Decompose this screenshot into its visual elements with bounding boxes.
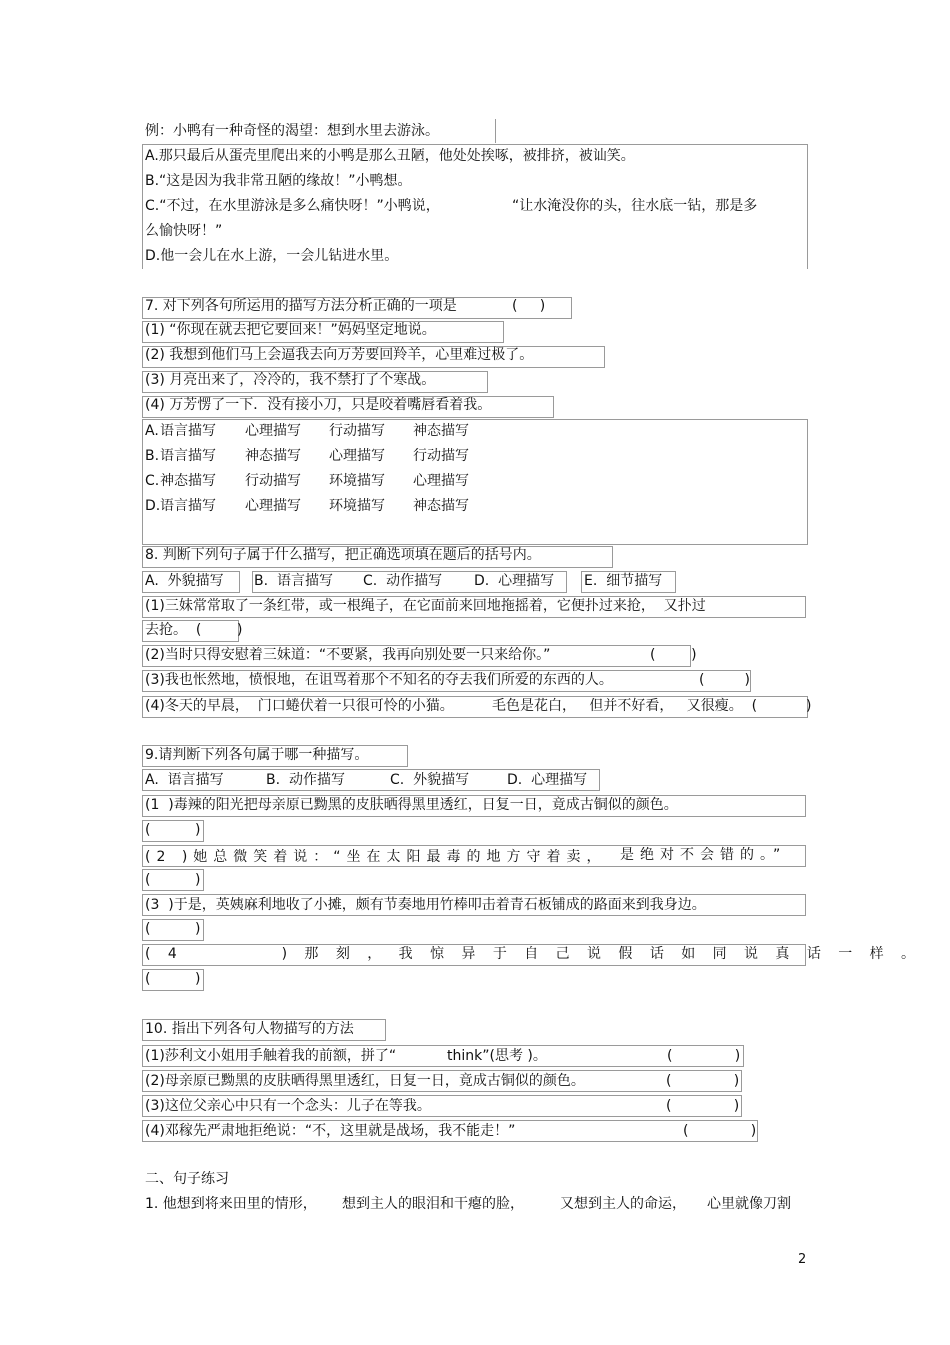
q8-sentence-2: (2)当时只得安慰着三妹道：“不要紧，我再向别处要一只来给你。” [145, 647, 551, 663]
q8-sentence-1-end: 去抢。 ( ) [145, 622, 243, 638]
section-heading: 二、句子练习 [145, 1171, 229, 1187]
q9-sentence-3: (3 )于是，英姨麻利地收了小摊，颇有节奏地用竹棒叩击着青石板铺成的路面来到我身边。 [145, 897, 706, 913]
box-line [495, 119, 496, 143]
q6-option-b: B.“这是因为我非常丑陋的缘故！”小鸭想。 [145, 173, 412, 189]
s2-sentence-1-part-2: 想到主人的眼泪和干瘪的脸， [342, 1196, 524, 1212]
option-item: 神态描写 [413, 423, 469, 439]
q10-blank-1: ( ) [667, 1048, 741, 1064]
q10-title: 10. 指出下列各句人物描写的方法 [145, 1021, 354, 1037]
option-item: 语言描写 [160, 498, 216, 514]
q9-sentence-4: (4 )那刻，我惊异于自己说假话如同说真话一样。 [145, 946, 933, 962]
q9-blank-1: ( ) [145, 822, 201, 838]
option-letter: C. [145, 473, 160, 489]
q9-sentence-1: (1 )毒辣的阳光把母亲原已黝黑的皮肤晒得黑里透红，日复一日，竟成古铜似的颜色。 [145, 797, 678, 813]
q8-blank-3: ( ) [699, 672, 750, 688]
q8-option-a: A. 外貌描写 [145, 573, 224, 589]
q10-sentence-3: (3)这位父亲心中只有一个念头：儿子在等我。 [145, 1098, 431, 1114]
option-item: 心理描写 [413, 473, 469, 489]
q8-sentence-3: (3)我也怅然地，愤恨地，在诅骂着那个不知名的夺去我们所爱的东西的人。 [145, 672, 613, 688]
q9-option-c: C. 外貌描写 [390, 772, 470, 788]
q9-blank-2: ( ) [145, 872, 201, 888]
option-item: 环境描写 [329, 473, 385, 489]
option-letter: B. [145, 448, 160, 464]
option-item: 行动描写 [329, 423, 385, 439]
option-item: 神态描写 [413, 498, 469, 514]
q8-sentence-4-end: 毛色是花白， 但并不好看， 又很瘦。 ( ) [492, 698, 812, 714]
q9-option-a: A. 语言描写 [145, 772, 224, 788]
q9-title: 9.请判断下列各句属于哪一种描写。 [145, 747, 369, 763]
q8-option-b: B. 语言描写 [254, 573, 333, 589]
option-letter: D. [145, 498, 161, 514]
options-box [142, 419, 808, 545]
q10-sentence-1-end: think”(思考 )。 [447, 1048, 547, 1064]
q7-sentence-4: (4) 万芳愣了一下．没有接小刀，只是咬着嘴唇看着我。 [145, 397, 492, 413]
q10-blank-4: ( ) [683, 1123, 757, 1139]
s2-sentence-1-part-3: 又想到主人的命运， [560, 1196, 686, 1212]
q8-option-c: C. 动作描写 [363, 573, 443, 589]
option-item: 语言描写 [160, 423, 216, 439]
q9-option-d: D. 心理描写 [507, 772, 588, 788]
q10-sentence-1: (1)莎利文小姐用手触着我的前额，拼了“ [145, 1048, 397, 1064]
q8-blank-2: ( ) [650, 647, 697, 663]
q10-sentence-2: (2)母亲原已黝黑的皮肤晒得黑里透红，日复一日，竟成古铜似的颜色。 [145, 1073, 585, 1089]
option-item: 神态描写 [160, 473, 216, 489]
q6-option-d: D.他一会儿在水上游，一会儿钻进水里。 [145, 248, 399, 264]
q7-sentence-1: (1) “你现在就去把它要回来！”妈妈坚定地说。 [145, 322, 436, 338]
option-item: 行动描写 [245, 473, 301, 489]
s2-sentence-1-part-4: 心里就像刀割 [707, 1196, 791, 1212]
q7-sentence-3: (3) 月亮出来了，冷冷的，我不禁打了个寒战。 [145, 372, 436, 388]
q9-blank-3: ( ) [145, 921, 201, 937]
q7-answer-paren: ( ) [512, 298, 546, 314]
q10-blank-3: ( ) [666, 1098, 740, 1114]
option-letter: A. [145, 423, 159, 439]
q10-sentence-4: (4)邓稼先严肃地拒绝说：“不，这里就是战场，我不能走！” [145, 1123, 516, 1139]
option-item: 心理描写 [245, 498, 301, 514]
s2-sentence-1-part-1: 1. 他想到将来田里的情形， [145, 1196, 317, 1212]
option-item: 心理描写 [329, 448, 385, 464]
q9-sentence-2-end: 是绝对不会错的。” [620, 847, 787, 863]
q8-option-e: E. 细节描写 [584, 573, 663, 589]
q9-sentence-2 [145, 846, 607, 866]
q9-option-b: B. 动作描写 [266, 772, 345, 788]
q7-sentence-2: (2) 我想到他们马上会逼我去向万芳要回羚羊，心里难过极了。 [145, 347, 534, 363]
q10-blank-2: ( ) [666, 1073, 740, 1089]
q8-title: 8. 判断下列句子属于什么描写，把正确选项填在题后的括号内。 [145, 547, 541, 563]
q8-sentence-4: (4)冬天的早晨， 门口蜷伏着一只很可怜的小猫。 [145, 698, 454, 714]
q7-title: 7. 对下列各句所运用的描写方法分析正确的一项是 [145, 298, 457, 314]
option-item: 行动描写 [413, 448, 469, 464]
page-number: 2 [798, 1252, 807, 1267]
q6-option-c-end: 么愉快呀！” [145, 223, 223, 239]
q9-blank-4: ( ) [145, 971, 201, 987]
option-item: 心理描写 [245, 423, 301, 439]
q6-option-a: A.那只最后从蛋壳里爬出来的小鸭是那么丑陋，他处处挨啄，被排挤，被讪笑。 [145, 148, 635, 164]
q8-option-d: D. 心理描写 [474, 573, 555, 589]
q6-option-c: C.“不过，在水里游泳是多么痛快呀！”小鸭说， [145, 198, 440, 214]
q8-sentence-1: (1)三妹常常取了一条红带，或一根绳子，在它面前来回地拖摇着，它便扑过来抢， 又扑过 [145, 598, 706, 614]
q6-example: 例：小鸭有一种奇怪的渴望：想到水里去游泳。 [145, 123, 439, 139]
option-item: 语言描写 [160, 448, 216, 464]
q9-sentence-2-text: (2 )她总微笑着说：“坐在太阳最毒的地方守着卖， [145, 849, 607, 865]
option-item: 神态描写 [245, 448, 301, 464]
option-item: 环境描写 [329, 498, 385, 514]
q6-option-c-cont: “让水淹没你的头，往水底一钻，那是多 [512, 198, 758, 214]
